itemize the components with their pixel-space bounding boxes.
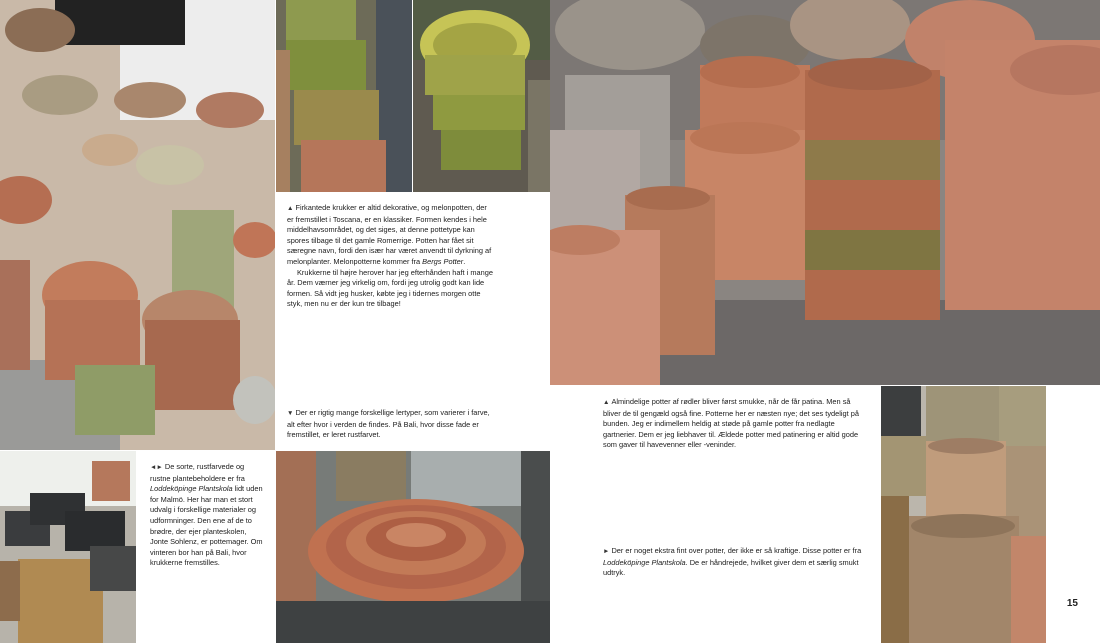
caption-handmade-pots — [603, 546, 865, 579]
page-number: 15 — [1066, 598, 1078, 609]
caption-melon-pots-end: . — [463, 256, 466, 266]
caption-arrow-right-icon: ► — [603, 548, 610, 555]
caption-arrow-down-icon: ▼ — [287, 410, 294, 417]
caption-melon-pots-source: Bergs Potter — [422, 256, 464, 266]
caption-melon-pots-text: Firkantede krukker er altid dekorative, og melonpotten, der er fremstillet i Toscana, er en klassiker. Formen kendes i hele middelhavsområdet, og det siges, at denne pottetype kan spores tilbage til det gamle Romerrige. Potten har fået sit særegne navn, fordi den især har været anvendt til dyrkning af melonplanter. Melonpotterne kommer fra — [287, 203, 492, 266]
photo-handmade-thin-pots — [881, 386, 1046, 643]
caption-plant-containers-source: Loddeköpinge Plantskola — [150, 484, 233, 494]
caption-plant-containers-text-a: De sorte, rustfarvede og rustne plantebeholdere er fra — [150, 462, 245, 483]
photo-nested-terracotta-dishes-image — [276, 451, 550, 643]
caption-melon-pots — [287, 203, 495, 310]
photo-weathered-clay-pots-image — [550, 0, 1100, 385]
caption-handmade-pots-source: Loddeköpinge Plantskola — [603, 557, 686, 567]
caption-favourite-pots-text: Krukkerne til højre herover har jeg efterhånden haft i mange år. Dem værner jeg virkelig om, fordi jeg utrolig godt kan lide formen. Så vidt jeg husker, købte jeg i tidernes morgen otte styk, men nu er der kun tre tilbage! — [287, 267, 493, 309]
caption-patina-pots — [603, 397, 865, 451]
caption-clay-types — [287, 408, 497, 441]
caption-plant-containers — [150, 462, 266, 569]
caption-handmade-pots-text-b: . De er håndrejede, hvilket giver dem et særlig smukt udtryk. — [603, 557, 859, 578]
caption-handmade-pots-text-a: Der er noget ekstra fint over potter, der ikke er så kraftige. Disse potter er fra — [611, 546, 862, 555]
caption-patina-pots-text: Almindelige potter af rødler bliver først smukke, når de får patina. Men så bliver de til gengæld også fine. Potterne her er næsten nye; det ses tydeligt på bunden. Jeg er indimellem heldig at støde på gamle potter fra nedlagte gartnerier. Dem er jeg liebhaver til. Ældede potter med patinering er altid gode som gaver til havevenner eller -veninder. — [603, 397, 859, 450]
photo-greenhouse-black-pots — [0, 451, 136, 643]
photo-handmade-thin-pots-image — [881, 386, 1046, 643]
caption-arrow-up-icon-2: ▲ — [603, 399, 610, 406]
caption-arrow-left-right-icon: ◄► — [150, 464, 163, 471]
photo-terracotta-pot-stacks-image — [0, 0, 275, 450]
photo-weathered-clay-pots — [550, 0, 1100, 385]
photo-square-melon-pots-image — [276, 0, 412, 192]
photo-greenhouse-black-pots-image — [0, 451, 136, 643]
caption-plant-containers-text-b: lidt uden for Malmö. Her har man et stort udvalg i forskellige materialer og udformninger. Den ene af de to brødre, der ejer planteskolen, Jonte Sohlenz, er pottemager. Om vinteren bor han på Bali, hvor krukkerne fremstilles. — [150, 484, 263, 568]
photo-mossy-bowls-image — [413, 0, 550, 192]
photo-square-melon-pots — [276, 0, 412, 192]
caption-arrow-up-icon: ▲ — [287, 205, 294, 212]
photo-mossy-bowls — [413, 0, 550, 192]
photo-terracotta-pot-stacks — [0, 0, 275, 450]
photo-nested-terracotta-dishes — [276, 451, 550, 643]
caption-clay-types-text: Der er rigtig mange forskellige lertyper, som varierer i farve, alt efter hvor i verden de findes. På Bali, hvor disse fade er fremstillet, er leret rustfarvet. — [287, 408, 490, 440]
